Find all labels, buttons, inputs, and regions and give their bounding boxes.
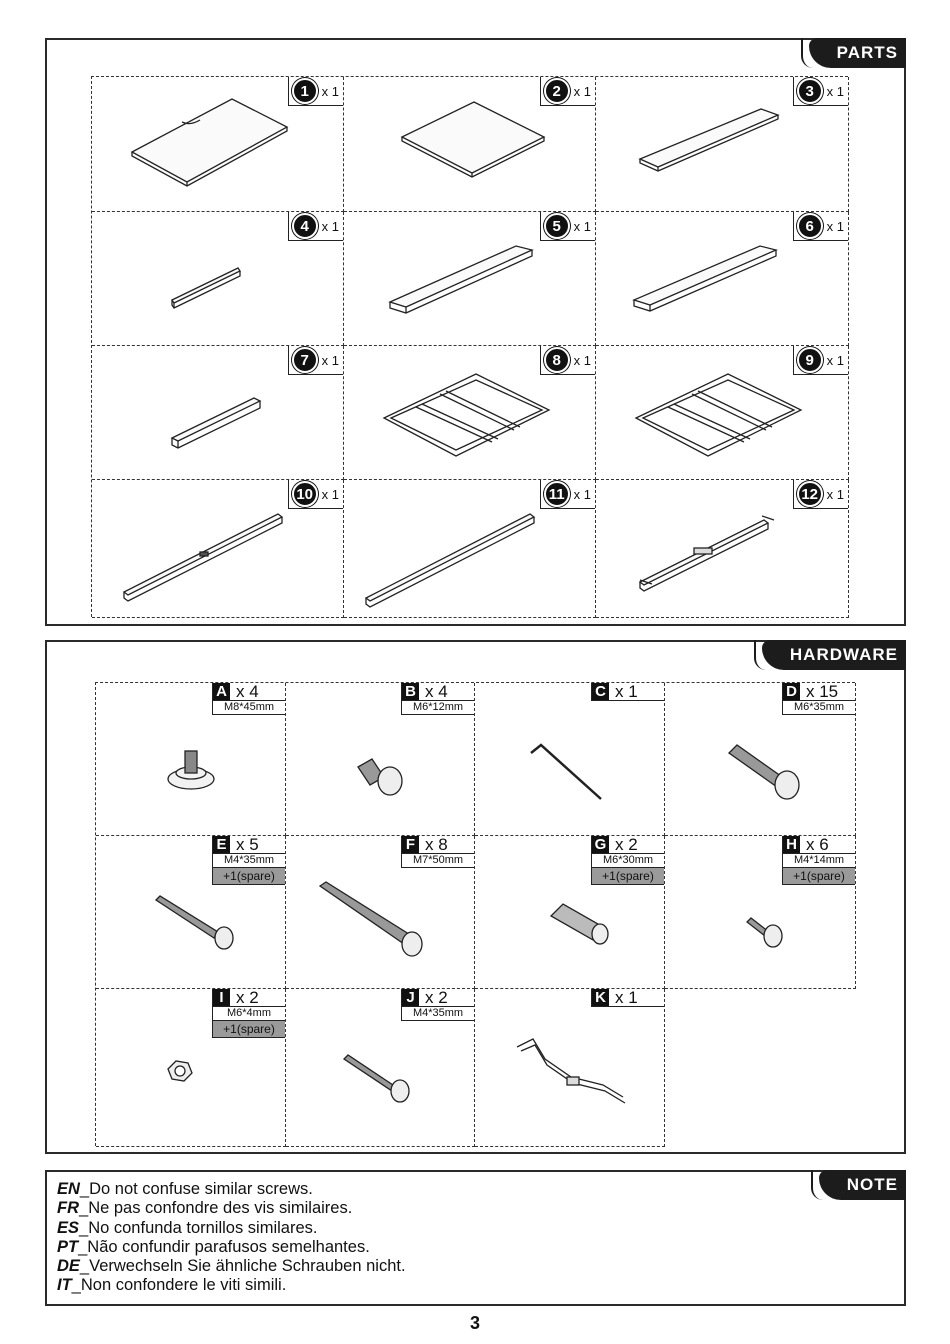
hardware-spec: M6*4mm: [213, 1007, 285, 1021]
hardware-letter: C: [592, 683, 609, 700]
leveling-foot-icon: [96, 683, 286, 836]
part-qty: x 1: [321, 352, 339, 368]
part-number: 12: [797, 481, 823, 507]
underscore: _: [71, 1276, 81, 1295]
part-cell-6: [596, 212, 849, 346]
underscore: _: [78, 1237, 88, 1256]
part-qty: x 1: [573, 218, 591, 234]
hex-nut-icon: [96, 989, 286, 1147]
note-line-fr: [57, 1199, 406, 1218]
hardware-spec: M4*35mm: [213, 854, 285, 868]
parts-section: [45, 38, 906, 626]
hardware-letter: E: [213, 836, 230, 853]
underscore: _: [79, 1257, 90, 1276]
hardware-spare: +1(spare): [213, 868, 285, 885]
underscore: _: [79, 1199, 89, 1218]
hardware-qty: x 4: [236, 682, 259, 701]
hardware-cell-I: [96, 989, 286, 1147]
part-qty: x 1: [321, 218, 339, 234]
part-qty: x 1: [826, 218, 844, 234]
part-qty: x 1: [826, 352, 844, 368]
part-cell-1: [92, 77, 344, 212]
desktop-panel-icon: [92, 77, 344, 212]
hardware-spec: M4*35mm: [402, 1007, 474, 1021]
part-number: 6: [797, 213, 823, 239]
hardware-cell-F: [286, 836, 475, 989]
part-qty: x 1: [573, 352, 591, 368]
square-panel-icon: [344, 77, 596, 212]
long-board-icon: [596, 212, 849, 346]
hardware-section: [45, 640, 906, 1154]
hardware-spec: M6*35mm: [783, 701, 855, 715]
part-cell-4: [92, 212, 344, 346]
note-line-de: [57, 1257, 406, 1276]
hardware-cell-D: [665, 683, 856, 836]
note-line-es: [57, 1219, 406, 1238]
hardware-qty: x 1: [615, 682, 638, 701]
hardware-qty: x 1: [615, 988, 638, 1007]
hardware-spec: M8*45mm: [213, 701, 285, 715]
hardware-qty: x 2: [425, 988, 448, 1007]
part-qty: x 1: [321, 486, 339, 502]
part-cell-7: [92, 346, 344, 480]
bar-icon: [92, 346, 344, 480]
hardware-cell-E: [96, 836, 286, 989]
part-number: 11: [544, 481, 570, 507]
frame-icon: [344, 346, 596, 480]
hardware-spare: +1(spare): [592, 868, 664, 885]
hardware-spare: +1(spare): [213, 1021, 285, 1038]
hardware-letter: J: [402, 989, 419, 1006]
short-screw-icon: [665, 836, 856, 989]
part-number: 8: [544, 347, 570, 373]
hardware-grid: [95, 682, 855, 1146]
hardware-tab: HARDWARE: [762, 640, 906, 670]
lang-code: IT: [57, 1276, 72, 1295]
note-line-pt: [57, 1238, 406, 1257]
page-number: 3: [469, 1313, 480, 1333]
machine-screw-icon: [286, 989, 475, 1147]
frame-icon: [596, 346, 849, 480]
underscore: _: [79, 1180, 90, 1198]
part-cell-8: [344, 346, 596, 480]
hardware-letter: F: [402, 836, 419, 853]
hardware-cell-J: [286, 989, 475, 1147]
hardware-spec: M4*14mm: [783, 854, 855, 868]
part-cell-3: [596, 77, 849, 212]
note-text: No confunda tornillos similares.: [88, 1218, 318, 1237]
part-qty: x 1: [826, 486, 844, 502]
allen-key-icon: [475, 683, 665, 836]
underscore: _: [79, 1218, 89, 1237]
part-number: 5: [544, 213, 570, 239]
part-qty: x 1: [321, 83, 339, 99]
short-bar-icon: [92, 212, 344, 346]
note-text: Non confondere le viti simili.: [80, 1276, 287, 1295]
long-rail-icon: [92, 480, 344, 618]
note-line-en: [57, 1180, 406, 1199]
part-number: 2: [544, 78, 570, 104]
part-number: 4: [292, 213, 318, 239]
hardware-qty: x 2: [236, 988, 259, 1007]
part-cell-5: [344, 212, 596, 346]
parts-grid: [91, 76, 848, 617]
lang-code: EN: [57, 1180, 80, 1198]
hardware-cell-A: [96, 683, 286, 836]
note-line-it: [57, 1276, 406, 1295]
note-text: Verwechseln Sie ähnliche Schrauben nicht.: [89, 1257, 406, 1276]
note-text: Ne pas confondre des vis similaires.: [88, 1199, 353, 1218]
hardware-letter: G: [592, 836, 609, 853]
part-qty: x 1: [573, 486, 591, 502]
wood-dowel-icon: [475, 836, 665, 989]
lang-code: PT: [57, 1237, 79, 1256]
hardware-spec: M6*30mm: [592, 854, 664, 868]
hardware-qty: x 2: [615, 835, 638, 854]
hardware-letter: B: [402, 683, 419, 700]
hardware-qty: x 4: [425, 682, 448, 701]
note-lines: [57, 1180, 406, 1296]
part-cell-10: [92, 480, 344, 618]
hardware-qty: x 5: [236, 835, 259, 854]
lang-code: ES: [57, 1218, 80, 1237]
hardware-letter: D: [783, 683, 800, 700]
hardware-qty: x 6: [806, 835, 829, 854]
hardware-cell-H: [665, 836, 856, 989]
part-number: 1: [292, 78, 318, 104]
hardware-letter: I: [213, 989, 230, 1006]
part-number: 7: [292, 347, 318, 373]
hinge-bracket-icon: [475, 989, 665, 1147]
part-cell-11: [344, 480, 596, 618]
part-cell-2: [344, 77, 596, 212]
rail-bracket-icon: [596, 480, 849, 618]
part-cell-9: [596, 346, 849, 480]
hardware-spare: +1(spare): [783, 868, 855, 885]
hardware-letter: A: [213, 683, 230, 700]
hardware-cell-B: [286, 683, 475, 836]
part-qty: x 1: [826, 83, 844, 99]
hardware-spec: M7*50mm: [402, 854, 474, 868]
hardware-cell-C: [475, 683, 665, 836]
long-board-icon: [596, 77, 849, 212]
parts-tab: PARTS: [809, 38, 906, 68]
long-board-icon: [344, 212, 596, 346]
part-number: 9: [797, 347, 823, 373]
hardware-cell-K: [475, 989, 665, 1147]
long-rail-icon: [344, 480, 596, 618]
part-qty: x 1: [573, 83, 591, 99]
long-bolt-icon: [665, 683, 856, 836]
hardware-qty: x 15: [806, 682, 839, 701]
hardware-qty: x 8: [425, 835, 448, 854]
short-bolt-icon: [286, 683, 475, 836]
hardware-spec: M6*12mm: [402, 701, 474, 715]
note-text: Não confundir parafusos semelhantes.: [87, 1237, 370, 1256]
hardware-cell-G: [475, 836, 665, 989]
note-section: [45, 1170, 906, 1306]
part-number: 3: [797, 78, 823, 104]
part-number: 10: [292, 481, 318, 507]
hardware-letter: H: [783, 836, 800, 853]
hardware-letter: K: [592, 989, 609, 1006]
lang-code: DE: [57, 1257, 80, 1276]
anchor-screw-icon: [286, 836, 475, 989]
note-text: Do not confuse similar screws.: [89, 1180, 313, 1198]
note-tab: NOTE: [819, 1170, 906, 1200]
wood-screw-icon: [96, 836, 286, 989]
part-cell-12: [596, 480, 849, 618]
lang-code: FR: [57, 1199, 79, 1218]
